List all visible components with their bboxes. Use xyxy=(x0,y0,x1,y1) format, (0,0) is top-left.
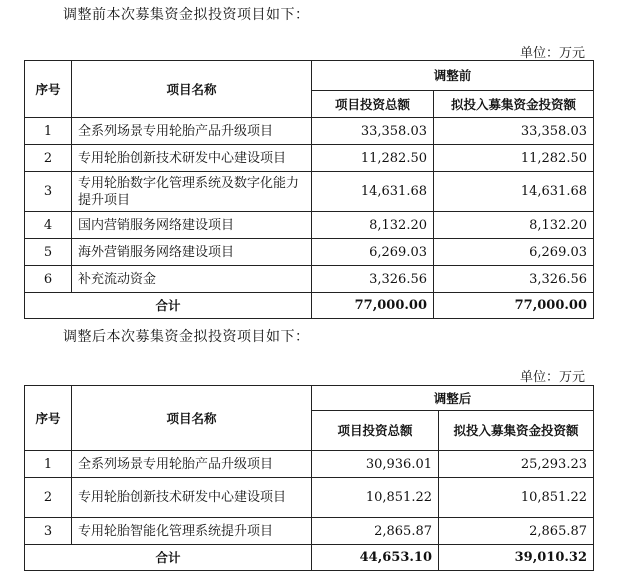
row-raised: 14,631.68 xyxy=(434,172,594,212)
row-no: 2 xyxy=(25,478,72,518)
row-name: 全系列场景专用轮胎产品升级项目 xyxy=(72,118,312,145)
row-raised: 6,269.03 xyxy=(434,239,594,266)
row-name: 专用轮胎创新技术研发中心建设项目 xyxy=(72,145,312,172)
table1-intro: 调整前本次募集资金拟投资项目如下： xyxy=(63,7,310,23)
header-name: 项目名称 xyxy=(72,386,312,451)
row-name: 专用轮胎智能化管理系统提升项目 xyxy=(72,518,312,545)
header-proposed-raised: 拟投入募集资金投资额 xyxy=(434,91,594,118)
table-row xyxy=(25,239,594,266)
row-total: 10,851.22 xyxy=(312,478,439,518)
header-no: 序号 xyxy=(25,386,72,451)
table-row xyxy=(25,145,594,172)
row-raised: 25,293.23 xyxy=(439,451,594,478)
total-raised-sum: 77,000.00 xyxy=(434,293,594,319)
row-total: 6,269.03 xyxy=(312,239,434,266)
table-row xyxy=(25,518,594,545)
row-total: 2,865.87 xyxy=(312,518,439,545)
total-raised-sum: 39,010.32 xyxy=(439,545,594,571)
row-no: 6 xyxy=(25,266,72,293)
row-total: 8,132.20 xyxy=(312,212,434,239)
row-name: 全系列场景专用轮胎产品升级项目 xyxy=(72,451,312,478)
row-name: 海外营销服务网络建设项目 xyxy=(72,239,312,266)
table1-unit: 单位：万元 xyxy=(519,46,585,61)
table1 xyxy=(24,60,594,319)
total-row xyxy=(25,545,594,571)
row-name: 专用轮胎创新技术研发中心建设项目 xyxy=(72,478,312,518)
total-investment-sum: 44,653.10 xyxy=(312,545,439,571)
row-total: 11,282.50 xyxy=(312,145,434,172)
row-raised: 10,851.22 xyxy=(439,478,594,518)
table2-unit: 单位：万元 xyxy=(519,370,585,385)
row-no: 4 xyxy=(25,212,72,239)
header-total-investment: 项目投资总额 xyxy=(312,91,434,118)
row-no: 5 xyxy=(25,239,72,266)
header-proposed-raised: 拟投入募集资金投资额 xyxy=(439,411,594,451)
row-total: 14,631.68 xyxy=(312,172,434,212)
row-name: 专用轮胎数字化管理系统及数字化能力提升项目 xyxy=(72,172,312,212)
row-raised: 2,865.87 xyxy=(439,518,594,545)
row-no: 1 xyxy=(25,118,72,145)
table-row xyxy=(25,266,594,293)
row-no: 1 xyxy=(25,451,72,478)
header-group: 调整后 xyxy=(312,386,594,411)
row-raised: 3,326.56 xyxy=(434,266,594,293)
row-no: 2 xyxy=(25,145,72,172)
table-row xyxy=(25,212,594,239)
total-row xyxy=(25,293,594,319)
row-raised: 8,132.20 xyxy=(434,212,594,239)
total-label: 合计 xyxy=(25,545,312,571)
table-row xyxy=(25,451,594,478)
row-name: 国内营销服务网络建设项目 xyxy=(72,212,312,239)
table2-intro: 调整后本次募集资金拟投资项目如下： xyxy=(63,329,310,345)
table-row xyxy=(25,478,594,518)
total-label: 合计 xyxy=(25,293,312,319)
row-raised: 11,282.50 xyxy=(434,145,594,172)
table-row xyxy=(25,118,594,145)
header-name: 项目名称 xyxy=(72,61,312,118)
row-total: 30,936.01 xyxy=(312,451,439,478)
header-total-investment: 项目投资总额 xyxy=(312,411,439,451)
row-raised: 33,358.03 xyxy=(434,118,594,145)
total-investment-sum: 77,000.00 xyxy=(312,293,434,319)
row-total: 33,358.03 xyxy=(312,118,434,145)
row-no: 3 xyxy=(25,172,72,212)
row-name: 补充流动资金 xyxy=(72,266,312,293)
table2 xyxy=(24,385,594,571)
row-total: 3,326.56 xyxy=(312,266,434,293)
row-no: 3 xyxy=(25,518,72,545)
header-no: 序号 xyxy=(25,61,72,118)
header-group: 调整前 xyxy=(312,61,594,91)
table-row xyxy=(25,172,594,212)
